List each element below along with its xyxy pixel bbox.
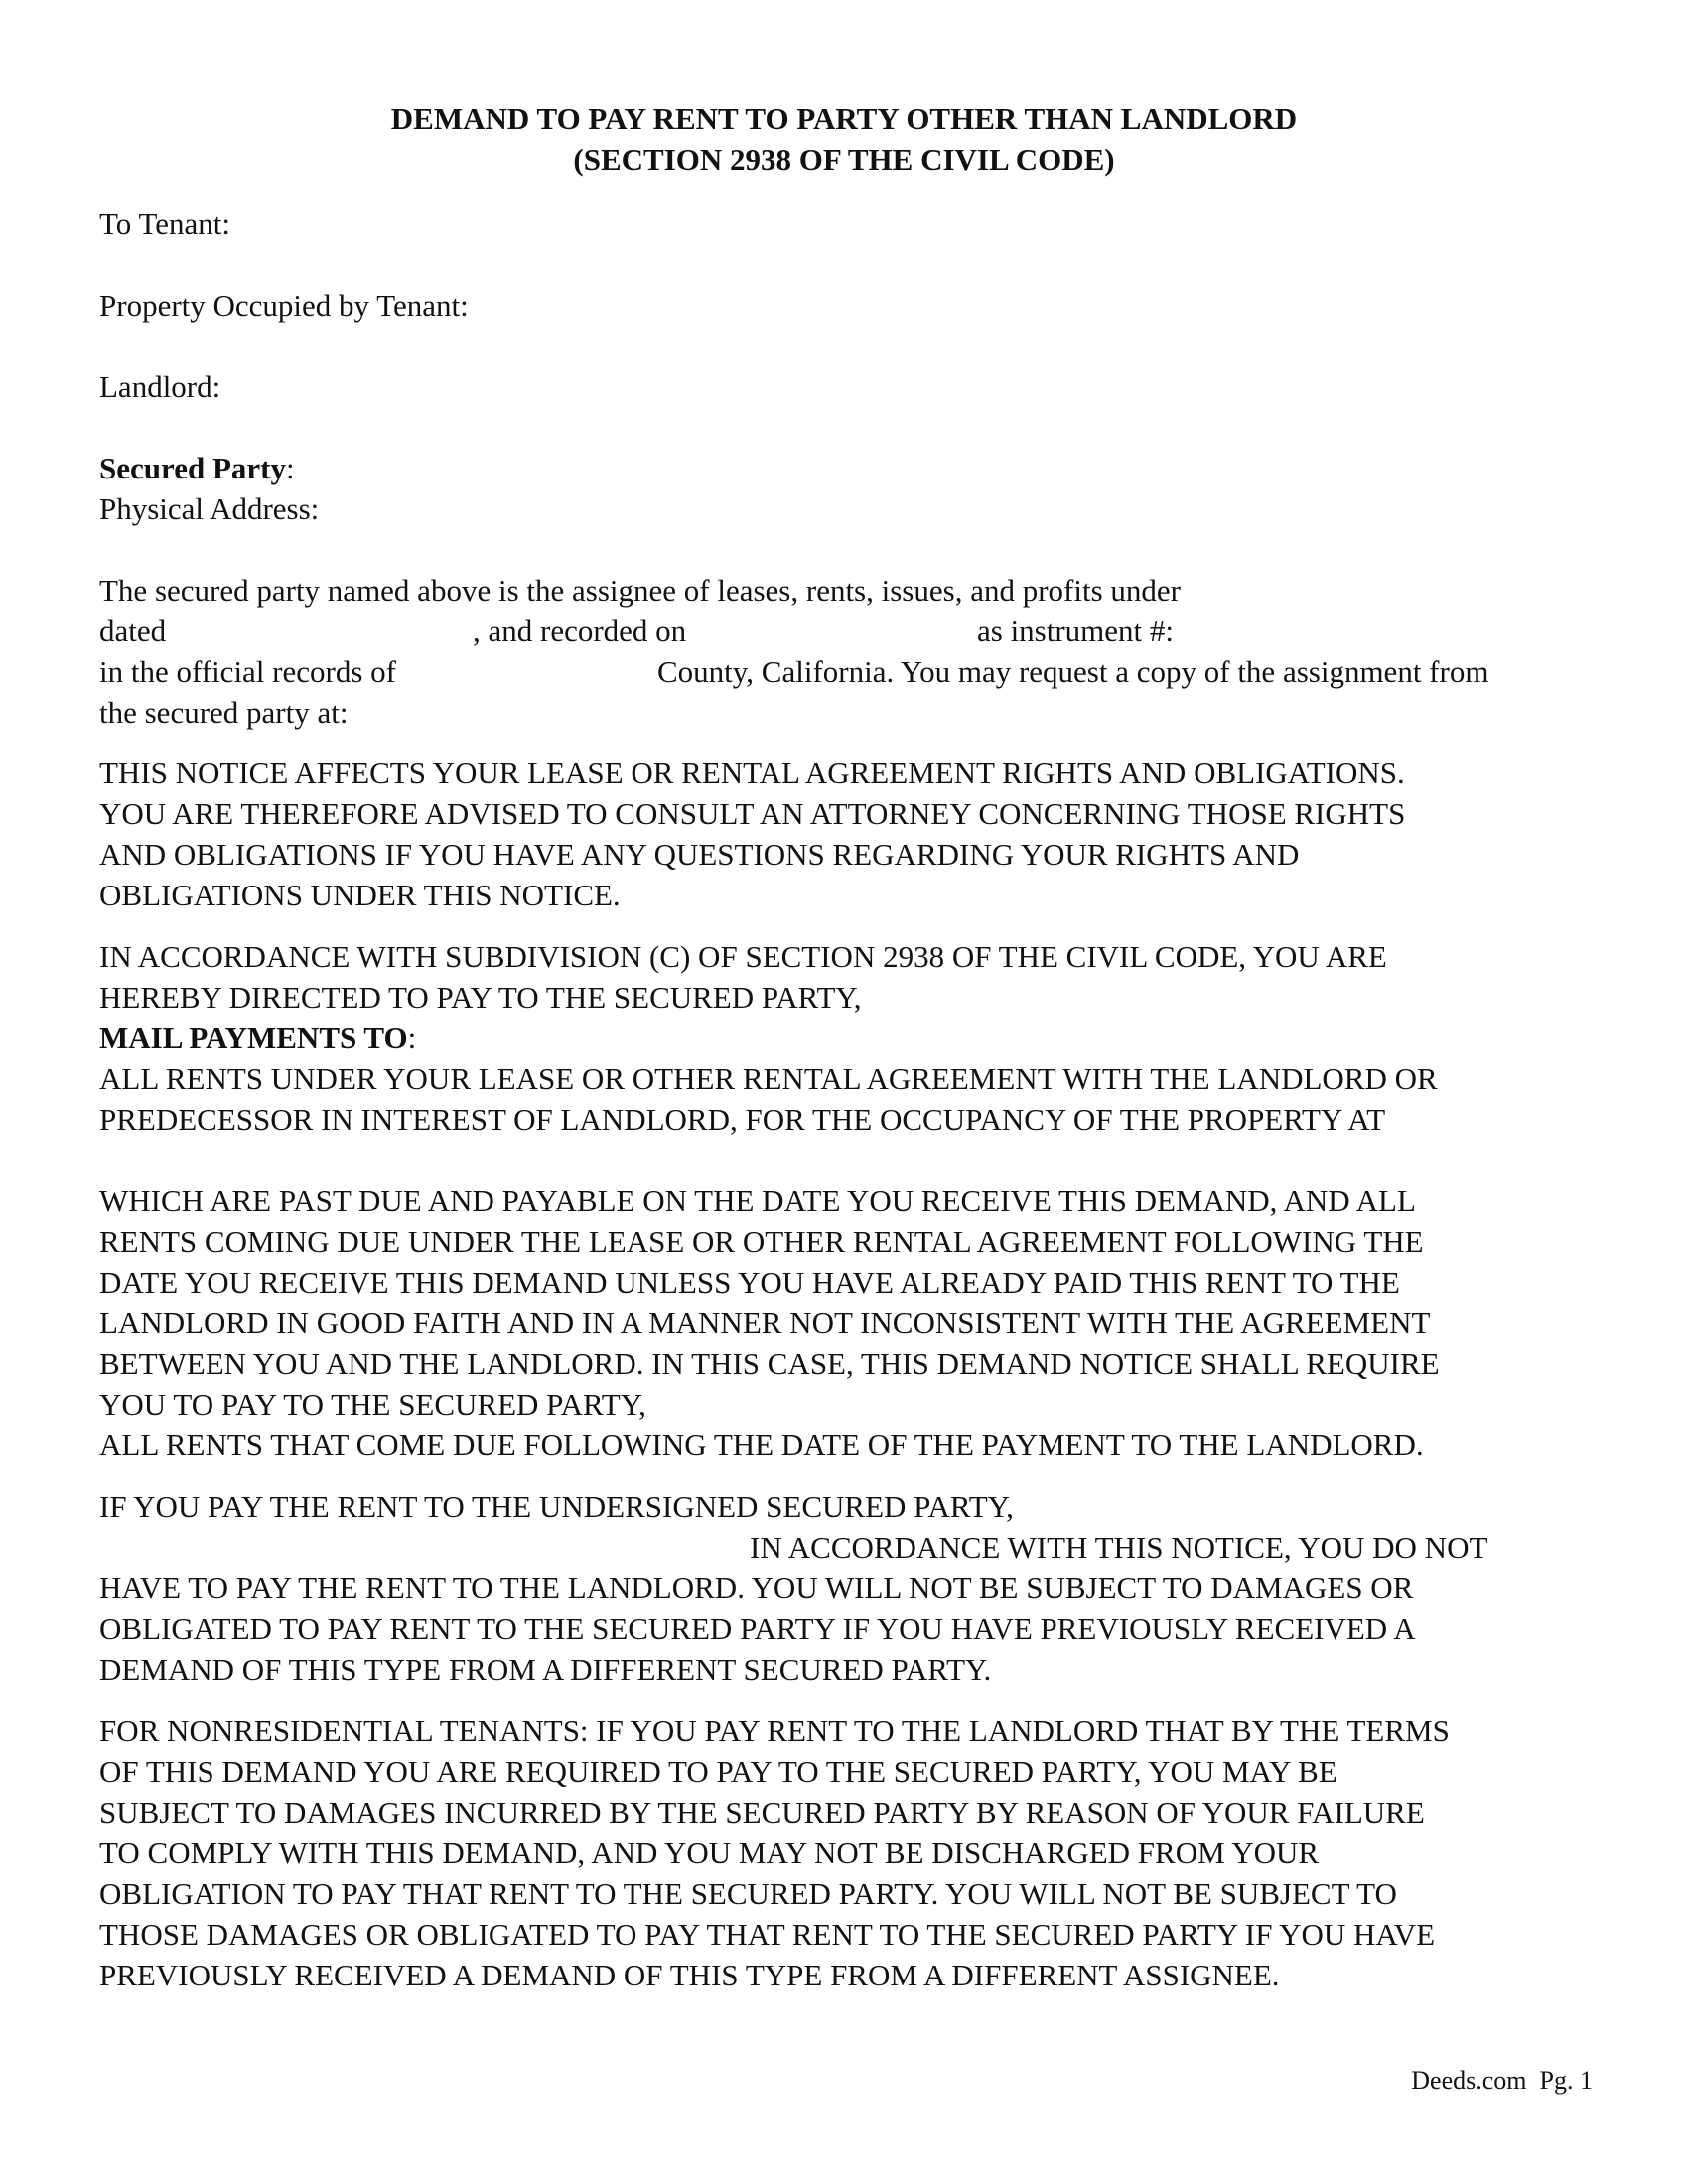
past-due-line: DATE YOU RECEIVE THIS DEMAND UNLESS YOU HAVE ALREADY PAID THIS RENT TO THE [99,1265,1400,1299]
property-label: Property Occupied by Tenant: [99,288,469,323]
directive-line: HEREBY DIRECTED TO PAY TO THE SECURED PARTY, [99,980,862,1015]
mail-payments-label [99,1019,416,1058]
page-footer [1411,2063,1593,2099]
if-you-pay-line: HAVE TO PAY THE RENT TO THE LANDLORD. YOU WILL NOT BE SUBJECT TO DAMAGES OR [99,1570,1414,1605]
if-you-pay-line: DEMAND OF THIS TYPE FROM A DIFFERENT SECURED PARTY. [99,1652,992,1687]
notice-line: YOU ARE THEREFORE ADVISED TO CONSULT AN ATTORNEY CONCERNING THOSE RIGHTS [99,796,1406,831]
if-you-pay-line: OBLIGATED TO PAY RENT TO THE SECURED PARTY IF YOU HAVE PREVIOUSLY RECEIVED A [99,1611,1416,1646]
nonresidential-line: TO COMPLY WITH THIS DEMAND, AND YOU MAY NOT BE DISCHARGED FROM YOUR [99,1836,1320,1870]
directive-line: IN ACCORDANCE WITH SUBDIVISION (C) OF SECTION 2938 OF THE CIVIL CODE, YOU ARE [99,939,1387,974]
if-you-pay-line: IF YOU PAY THE RENT TO THE UNDERSIGNED SECURED PARTY, [99,1489,1014,1524]
secured-party-label [99,449,295,488]
footer-page-number: Pg. 1 [1539,2066,1593,2095]
assignment-secured-party-at: the secured party at: [99,695,349,730]
document-subtitle: (SECTION 2938 OF THE CIVIL CODE) [573,142,1115,177]
past-due-line: ALL RENTS THAT COME DUE FOLLOWING THE DATE OF THE PAYMENT TO THE LANDLORD. [99,1428,1424,1462]
past-due-line: RENTS COMING DUE UNDER THE LEASE OR OTHER RENTAL AGREEMENT FOLLOWING THE [99,1224,1424,1259]
physical-address-label: Physical Address: [99,491,320,526]
to-tenant-label: To Tenant: [99,206,230,241]
secured-party-bold: Secured Party [99,451,286,485]
directive-line: ALL RENTS UNDER YOUR LEASE OR OTHER RENTAL AGREEMENT WITH THE LANDLORD OR [99,1061,1438,1096]
assignment-instrument: as instrument #: [977,614,1175,648]
nonresidential-line: OBLIGATION TO PAY THAT RENT TO THE SECURED PARTY. YOU WILL NOT BE SUBJECT TO [99,1876,1397,1911]
notice-line: OBLIGATIONS UNDER THIS NOTICE. [99,878,621,912]
notice-line: THIS NOTICE AFFECTS YOUR LEASE OR RENTAL AGREEMENT RIGHTS AND OBLIGATIONS. [99,755,1405,790]
nonresidential-line: OF THIS DEMAND YOU ARE REQUIRED TO PAY TO THE SECURED PARTY, YOU MAY BE [99,1754,1337,1789]
assignment-recorded-on: , and recorded on [473,614,687,648]
landlord-label: Landlord: [99,369,221,404]
mail-payments-colon: : [407,1021,417,1055]
assignment-line-1: The secured party named above is the assignee of leases, rents, issues, and profits under [99,573,1181,608]
assignment-official-records: in the official records of [99,654,396,689]
past-due-line: WHICH ARE PAST DUE AND PAYABLE ON THE DATE YOU RECEIVE THIS DEMAND, AND ALL [99,1183,1416,1218]
directive-line: PREDECESSOR IN INTEREST OF LANDLORD, FOR THE OCCUPANCY OF THE PROPERTY AT [99,1102,1386,1137]
past-due-line: LANDLORD IN GOOD FAITH AND IN A MANNER NOT INCONSISTENT WITH THE AGREEMENT [99,1305,1431,1340]
past-due-line: BETWEEN YOU AND THE LANDLORD. IN THIS CASE, THIS DEMAND NOTICE SHALL REQUIRE [99,1346,1440,1381]
nonresidential-line: SUBJECT TO DAMAGES INCURRED BY THE SECURED PARTY BY REASON OF YOUR FAILURE [99,1795,1425,1830]
document-title: DEMAND TO PAY RENT TO PARTY OTHER THAN LANDLORD [390,101,1298,136]
nonresidential-line: PREVIOUSLY RECEIVED A DEMAND OF THIS TYPE FROM A DIFFERENT ASSIGNEE. [99,1958,1280,1992]
assignment-dated: dated [99,614,167,648]
if-you-pay-line: IN ACCORDANCE WITH THIS NOTICE, YOU DO NOT [750,1530,1488,1565]
nonresidential-line: FOR NONRESIDENTIAL TENANTS: IF YOU PAY RENT TO THE LANDLORD THAT BY THE TERMS [99,1713,1450,1748]
nonresidential-line: THOSE DAMAGES OR OBLIGATED TO PAY THAT RENT TO THE SECURED PARTY IF YOU HAVE [99,1917,1436,1952]
footer-site: Deeds.com [1411,2066,1527,2095]
past-due-line: YOU TO PAY TO THE SECURED PARTY, [99,1387,646,1422]
secured-party-colon: : [285,451,295,485]
mail-payments-bold: MAIL PAYMENTS TO [99,1021,408,1055]
assignment-county: County, California. You may request a copy of the assignment from [657,654,1489,689]
notice-line: AND OBLIGATIONS IF YOU HAVE ANY QUESTIONS REGARDING YOUR RIGHTS AND [99,837,1300,872]
